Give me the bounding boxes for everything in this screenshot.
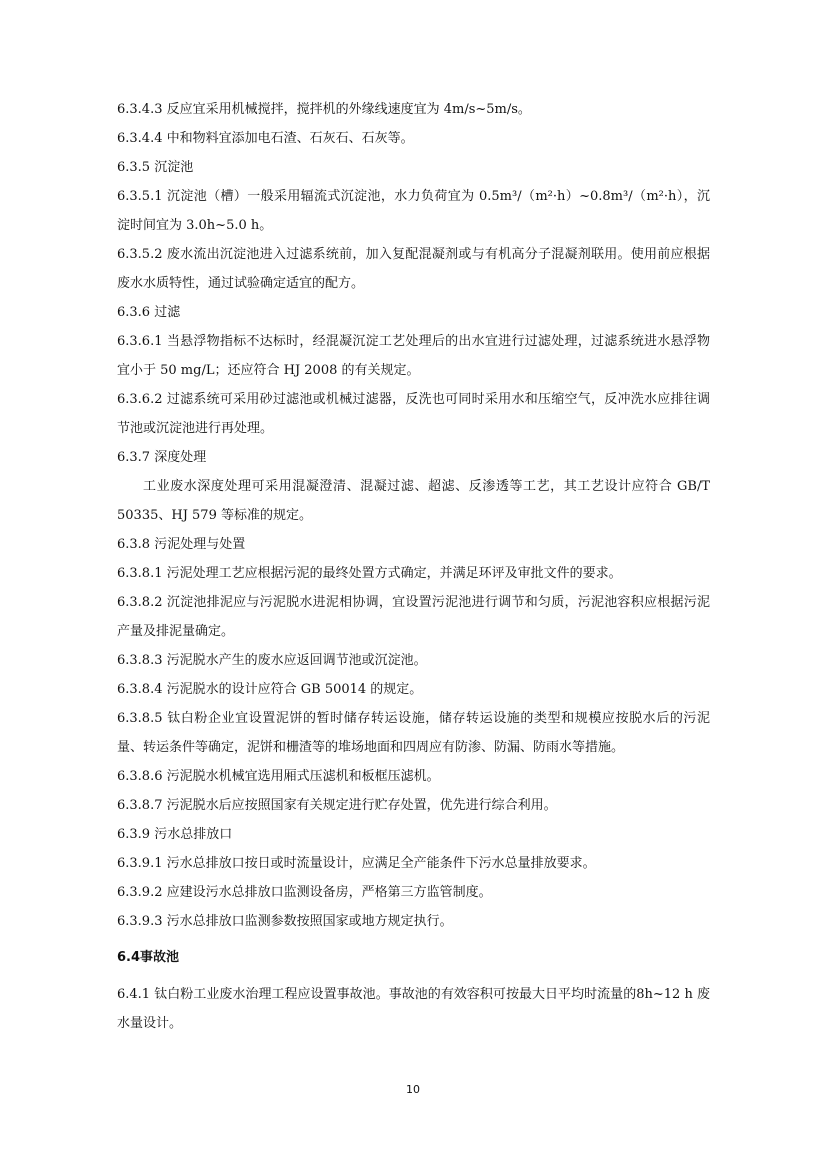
- paragraph: 6.3.8.3 污泥脱水产生的废水应返回调节池或沉淀池。: [117, 653, 427, 668]
- paragraph: 工业废水深度处理可采用混凝澄清、混凝过滤、超滤、反渗透等工艺，其工艺设计应符合 GB/T 50335、HJ 579 等标准的规定。: [117, 479, 710, 523]
- subsection-heading: 6.3.9 污水总排放口: [117, 827, 233, 842]
- paragraph: 6.3.8.6 污泥脱水机械宜选用厢式压滤机和板框压滤机。: [117, 769, 440, 784]
- paragraph: 6.3.5.1 沉淀池（槽）一般采用辐流式沉淀池，水力负荷宜为 0.5m³/（m²·h）~0.8m³/（m²·h），沉淀时间宜为 3.0h~5.0 h。: [117, 189, 710, 233]
- page-number: 10: [406, 1083, 420, 1096]
- paragraph: 6.3.8.5 钛白粉企业宜设置泥饼的暂时储存转运设施，储存转运设施的类型和规模应按脱水后的污泥量、转运条件等确定，泥饼和栅渣等的堆场地面和四周应有防渗、防漏、防雨水等措施。: [117, 711, 710, 755]
- paragraph: 6.3.6.2 过滤系统可采用砂过滤池或机械过滤器，反洗也可同时采用水和压缩空气，反冲洗水应排往调节池或沉淀池进行再处理。: [117, 392, 710, 436]
- paragraph: 6.3.4.4 中和物料宜添加电石渣、石灰石、石灰等。: [117, 131, 414, 146]
- paragraph: 6.3.9.1 污水总排放口按日或时流量设计，应满足全产能条件下污水总量排放要求。: [117, 856, 596, 871]
- page-content: [117, 95, 710, 1038]
- subsection-heading: 6.3.5 沉淀池: [117, 160, 194, 175]
- paragraph: 6.3.6.1 当悬浮物指标不达标时，经混凝沉淀工艺处理后的出水宜进行过滤处理，过滤系统进水悬浮物宜小于 50 mg/L；还应符合 HJ 2008 的有关规定。: [117, 334, 710, 378]
- subsection-heading: 6.3.6 过滤: [117, 305, 181, 320]
- paragraph: 6.3.5.2 废水流出沉淀池进入过滤系统前，加入复配混凝剂或与有机高分子混凝剂联用。使用前应根据废水水质特性，通过试验确定适宜的配方。: [117, 247, 710, 291]
- paragraph: 6.4.1 钛白粉工业废水治理工程应设置事故池。事故池的有效容积可按最大日平均时流量的8h~12 h 废水量设计。: [117, 987, 710, 1031]
- paragraph: 6.3.8.4 污泥脱水的设计应符合 GB 50014 的规定。: [117, 682, 423, 697]
- paragraph: 6.3.4.3 反应宜采用机械搅拌，搅拌机的外缘线速度宜为 4m/s~5m/s。: [117, 102, 531, 117]
- paragraph: 6.3.8.7 污泥脱水后应按照国家有关规定进行贮存处置，优先进行综合利用。: [117, 798, 557, 813]
- paragraph: 6.3.9.2 应建设污水总排放口监测设备房，严格第三方监管制度。: [117, 885, 492, 900]
- subsection-heading: 6.3.8 污泥处理与处置: [117, 537, 246, 552]
- subsection-heading: 6.3.7 深度处理: [117, 450, 207, 465]
- paragraph: 6.3.8.1 污泥处理工艺应根据污泥的最终处置方式确定，并满足环评及审批文件的要求。: [117, 566, 622, 581]
- paragraph: 6.3.8.2 沉淀池排泥应与污泥脱水进泥相协调，宜设置污泥池进行调节和匀质，污泥池容积应根据污泥产量及排泥量确定。: [117, 595, 710, 639]
- section-heading: 6.4事故池: [117, 950, 180, 965]
- paragraph: 6.3.9.3 污水总排放口监测参数按照国家或地方规定执行。: [117, 914, 453, 929]
